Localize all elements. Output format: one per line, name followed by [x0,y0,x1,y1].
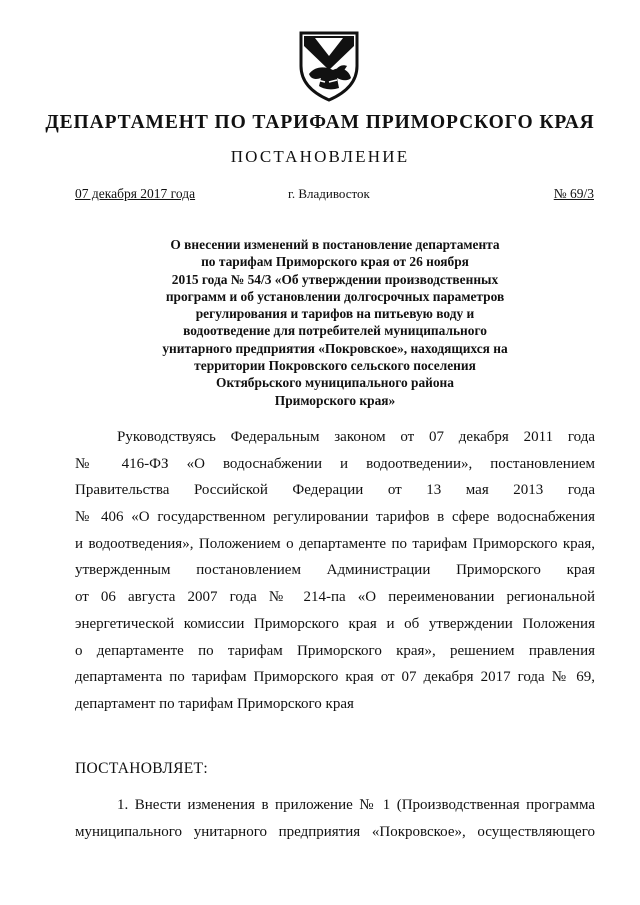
subject-line: Приморского края» [274,392,396,408]
document-number: № 69/3 [553,186,594,201]
preamble-line: № 406 «О государственном регулировании тарифов в сфере водоснабжения [75,509,595,526]
department-title: ДЕПАРТАМЕНТ ПО ТАРИФАМ ПРИМОРСКОГО КРАЯ [45,112,595,133]
subject-line: О внесении изменений в постановление департамента [170,237,500,252]
preamble-line: о департаменте по тарифам Приморского края», решением правления [75,642,595,659]
coat-of-arms-icon [295,30,363,102]
subject-line: унитарного предприятия «Покровское», находящихся на [162,340,508,356]
subject-line: водоотведение для потребителей муниципального [183,323,487,339]
preamble-line: № 416-ФЗ «О водоснабжении и водоотведении», постановлением [75,455,595,472]
preamble-line: и водоотведения», Положением о департаменте по тарифам Приморского края, [75,535,595,552]
subject-line: регулирования и тарифов на питьевую воду и [195,306,475,322]
subject-line: 2015 года № 54/3 «Об утверждении производственных [171,271,499,287]
subject-line: Октябрьского муниципального района [216,375,454,391]
item-1-paragraph [75,792,595,845]
subject-line: по тарифам Приморского края от 26 ноября [201,254,469,270]
preamble-line: Правительства Российской Федерации от 13 мая 2013 года [75,482,595,499]
preamble-line: утвержденным постановлением Администрации Приморского края [75,562,595,579]
subject-line: территории Покровского сельского поселения [194,358,476,374]
preamble-line: департамент по тарифам Приморского края [75,695,354,712]
preamble-line: от 06 августа 2007 года № 214-па «О переименовании региональной [75,589,595,606]
preamble-paragraph [75,424,595,718]
preamble-line: департамента по тарифам Приморского края от 07 декабря 2017 года № 69, [75,669,595,686]
decree-heading: ПОСТАНОВЛЯЕТ: [75,760,208,777]
document-type: ПОСТАНОВЛЕНИЕ [230,147,410,166]
document-date: 07 декабря 2017 года [75,186,196,201]
subject-line: программ и об установлении долгосрочных параметров [165,288,505,304]
item-line: муниципального унитарного предприятия «Покровское», осуществляющего [75,823,595,840]
document-city: г. Владивосток [288,186,370,201]
document-subject [90,236,580,409]
preamble-line: энергетической комиссии Приморского края и об утверждении Положения [75,615,595,632]
item-line: 1. Внести изменения в приложение № 1 (Производственная программа [117,797,595,813]
preamble-line: Руководствуясь Федеральным законом от 07 декабря 2011 года [117,429,595,445]
